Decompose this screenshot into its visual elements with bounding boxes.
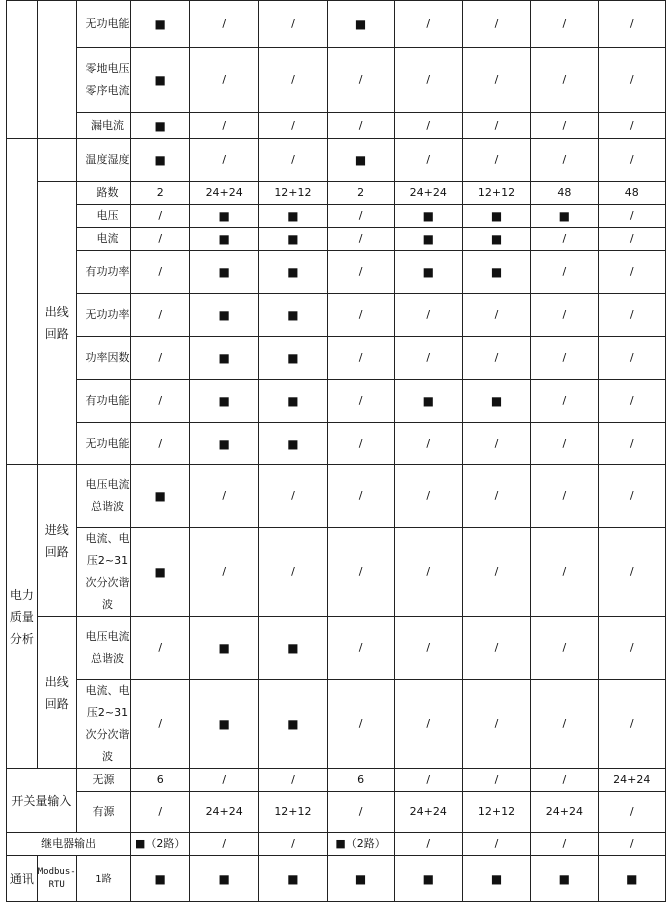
cell: /	[598, 792, 665, 833]
cell: ■	[531, 205, 598, 228]
row-label-relay-output: 继电器输出	[7, 833, 131, 856]
table-row	[7, 617, 666, 680]
table-row	[7, 139, 666, 182]
cell: ■	[190, 337, 259, 380]
row-label-current: 电流	[76, 228, 131, 251]
table-row	[7, 113, 666, 139]
cell: 6	[131, 769, 190, 792]
cell: /	[131, 680, 190, 769]
cell: 24+24	[190, 792, 259, 833]
cell: ■	[259, 228, 327, 251]
cell: /	[531, 113, 598, 139]
cell: /	[598, 139, 665, 182]
cell: /	[131, 423, 190, 465]
cell: 2	[131, 182, 190, 205]
cell: /	[131, 792, 190, 833]
cell: ■	[131, 113, 190, 139]
cell: ■	[190, 617, 259, 680]
cell: ■	[259, 380, 327, 423]
row-label-harmonic-2-31-out: 电流、电压2~31次分次谐波	[76, 680, 131, 769]
table-row	[7, 228, 666, 251]
cell: /	[259, 769, 327, 792]
cell: ■	[190, 294, 259, 337]
cell: /	[531, 48, 598, 113]
cell: /	[531, 228, 598, 251]
cell: /	[531, 380, 598, 423]
cell: ■	[259, 294, 327, 337]
cell: /	[531, 769, 598, 792]
cell: /	[190, 769, 259, 792]
cell: /	[327, 528, 394, 617]
cell: /	[327, 680, 394, 769]
cell: /	[462, 680, 530, 769]
cell: ■	[190, 205, 259, 228]
cell: /	[531, 337, 598, 380]
cell: /	[190, 139, 259, 182]
table-row	[7, 48, 666, 113]
cell: ■	[462, 251, 530, 294]
table-row	[7, 833, 666, 856]
cell: /	[190, 528, 259, 617]
cell: 2	[327, 182, 394, 205]
cell: /	[462, 833, 530, 856]
cell: /	[394, 680, 462, 769]
cell: ■	[131, 465, 190, 528]
cell: /	[598, 294, 665, 337]
cell: /	[327, 228, 394, 251]
cell: /	[462, 465, 530, 528]
cell: /	[462, 1, 530, 48]
row-label-active-energy: 有功电能	[76, 380, 131, 423]
group-label-power-quality: 电力质量分析	[7, 465, 38, 769]
cell: /	[259, 113, 327, 139]
cell: ■	[190, 380, 259, 423]
cell: /	[131, 205, 190, 228]
row-label-leakage: 漏电流	[76, 113, 131, 139]
table-row	[7, 769, 666, 792]
cell: /	[259, 528, 327, 617]
cell: /	[598, 1, 665, 48]
cell: /	[598, 228, 665, 251]
cell: ■	[462, 856, 530, 902]
cell: /	[598, 48, 665, 113]
cell: 12+12	[462, 182, 530, 205]
cell: /	[327, 205, 394, 228]
cell: /	[394, 833, 462, 856]
blank-cell	[37, 139, 76, 182]
cell: /	[327, 465, 394, 528]
cell: /	[259, 465, 327, 528]
row-label-zero-ground: 零地电压零序电流	[76, 48, 131, 113]
cell: ■	[131, 139, 190, 182]
cell: /	[327, 48, 394, 113]
cell: /	[190, 113, 259, 139]
cell: 12+12	[259, 182, 327, 205]
cell: ■	[394, 380, 462, 423]
cell: /	[190, 833, 259, 856]
cell: /	[327, 423, 394, 465]
cell: /	[131, 251, 190, 294]
cell: /	[531, 833, 598, 856]
cell: /	[131, 228, 190, 251]
cell: ■	[190, 680, 259, 769]
row-label-harmonic-2-31: 电流、电压2~31次分次谐波	[76, 528, 131, 617]
cell: /	[462, 617, 530, 680]
row-label-voltage: 电压	[76, 205, 131, 228]
cell: /	[327, 617, 394, 680]
cell: 24+24	[598, 769, 665, 792]
cell: /	[531, 680, 598, 769]
cell: /	[531, 1, 598, 48]
cell: /	[190, 465, 259, 528]
cell: 6	[327, 769, 394, 792]
cell: /	[259, 1, 327, 48]
cell: /	[327, 380, 394, 423]
cell: /	[462, 139, 530, 182]
cell: /	[598, 337, 665, 380]
cell: ■	[259, 251, 327, 294]
cell: 48	[531, 182, 598, 205]
cell: ■	[462, 380, 530, 423]
cell: /	[327, 251, 394, 294]
cell: 24+24	[394, 792, 462, 833]
cell: 12+12	[462, 792, 530, 833]
cell: ■（2路）	[327, 833, 394, 856]
cell: ■	[259, 205, 327, 228]
cell: /	[598, 465, 665, 528]
cell: /	[394, 337, 462, 380]
cell: /	[462, 528, 530, 617]
cell: ■	[259, 617, 327, 680]
row-label-active-source: 有源	[76, 792, 131, 833]
cell: /	[598, 380, 665, 423]
cell: ■	[131, 1, 190, 48]
group-label-switch-input: 开关量输入	[7, 769, 77, 833]
cell: ■	[190, 423, 259, 465]
modbus-rtu-label: Modbus-RTU	[37, 856, 76, 902]
cell: /	[259, 139, 327, 182]
cell: 24+24	[394, 182, 462, 205]
cell: ■	[462, 205, 530, 228]
blank-cell	[7, 1, 38, 139]
cell: ■	[190, 856, 259, 902]
cell: /	[531, 465, 598, 528]
cell: ■	[327, 139, 394, 182]
group-label-out-loop-quality: 出线回路	[37, 617, 76, 769]
table-row	[7, 380, 666, 423]
table-row	[7, 680, 666, 769]
cell: /	[462, 294, 530, 337]
cell: /	[131, 294, 190, 337]
row-label-temp-humidity: 温度湿度	[76, 139, 131, 182]
cell: /	[598, 205, 665, 228]
cell: /	[394, 617, 462, 680]
table-row	[7, 182, 666, 205]
cell: ■	[394, 856, 462, 902]
table-row	[7, 856, 666, 902]
cell: ■	[327, 856, 394, 902]
cell: /	[394, 423, 462, 465]
cell: /	[259, 833, 327, 856]
cell: /	[394, 294, 462, 337]
row-label-v-total-harmonic: 电压电流总谐波	[76, 465, 131, 528]
cell: /	[327, 792, 394, 833]
cell: ■	[259, 856, 327, 902]
cell: /	[394, 139, 462, 182]
row-label-passive: 无源	[76, 769, 131, 792]
cell: /	[531, 139, 598, 182]
blank-cell	[7, 139, 38, 465]
cell: /	[598, 251, 665, 294]
cell: /	[598, 680, 665, 769]
table-row	[7, 465, 666, 528]
cell: ■	[462, 228, 530, 251]
cell: /	[190, 48, 259, 113]
cell: /	[394, 769, 462, 792]
row-label-reactive-energy: 无功电能	[76, 1, 131, 48]
row-label-v-total-harmonic-out: 电压电流总谐波	[76, 617, 131, 680]
cell: /	[131, 380, 190, 423]
cell: ■	[394, 251, 462, 294]
cell: 12+12	[259, 792, 327, 833]
group-label-out-loop: 出线回路	[37, 182, 76, 465]
cell: ■	[598, 856, 665, 902]
cell: /	[259, 48, 327, 113]
cell: 24+24	[190, 182, 259, 205]
cell: /	[131, 337, 190, 380]
cell: 48	[598, 182, 665, 205]
cell: /	[462, 48, 530, 113]
cell: /	[462, 769, 530, 792]
group-label-comm: 通讯	[7, 856, 38, 902]
one-route-label: 1路	[76, 856, 131, 902]
cell: ■	[131, 528, 190, 617]
cell: ■	[259, 423, 327, 465]
cell: ■	[190, 251, 259, 294]
group-label-in-loop: 进线回路	[37, 465, 76, 617]
cell: /	[462, 423, 530, 465]
table-row	[7, 205, 666, 228]
cell: ■	[190, 228, 259, 251]
row-label-reactive-power: 无功功率	[76, 294, 131, 337]
cell: /	[531, 528, 598, 617]
cell: /	[327, 337, 394, 380]
cell: /	[531, 294, 598, 337]
cell: /	[598, 423, 665, 465]
cell: ■	[259, 337, 327, 380]
cell: ■	[394, 205, 462, 228]
cell: /	[462, 337, 530, 380]
cell: ■	[131, 856, 190, 902]
blank-cell	[37, 1, 76, 139]
cell: ■	[531, 856, 598, 902]
row-label-reactive-energy-out: 无功电能	[76, 423, 131, 465]
cell: /	[327, 113, 394, 139]
cell: /	[327, 294, 394, 337]
row-label-routes: 路数	[76, 182, 131, 205]
cell: /	[394, 465, 462, 528]
cell: /	[531, 423, 598, 465]
cell: /	[462, 113, 530, 139]
cell: /	[598, 833, 665, 856]
cell: /	[394, 1, 462, 48]
table-row	[7, 528, 666, 617]
cell: /	[598, 113, 665, 139]
function-spec-table	[6, 0, 666, 902]
cell: /	[394, 113, 462, 139]
table-row	[7, 294, 666, 337]
row-label-power-factor: 功率因数	[76, 337, 131, 380]
cell: /	[598, 528, 665, 617]
cell: ■（2路）	[131, 833, 190, 856]
table-row	[7, 337, 666, 380]
table-row	[7, 423, 666, 465]
table-row	[7, 792, 666, 833]
row-label-active-power: 有功功率	[76, 251, 131, 294]
cell: ■	[259, 680, 327, 769]
cell: /	[531, 617, 598, 680]
table-row	[7, 251, 666, 294]
cell: /	[598, 617, 665, 680]
cell: /	[394, 528, 462, 617]
cell: ■	[327, 1, 394, 48]
cell: /	[394, 48, 462, 113]
cell: ■	[131, 48, 190, 113]
cell: ■	[394, 228, 462, 251]
table-row	[7, 1, 666, 48]
cell: /	[190, 1, 259, 48]
cell: 24+24	[531, 792, 598, 833]
cell: /	[531, 251, 598, 294]
cell: /	[131, 617, 190, 680]
